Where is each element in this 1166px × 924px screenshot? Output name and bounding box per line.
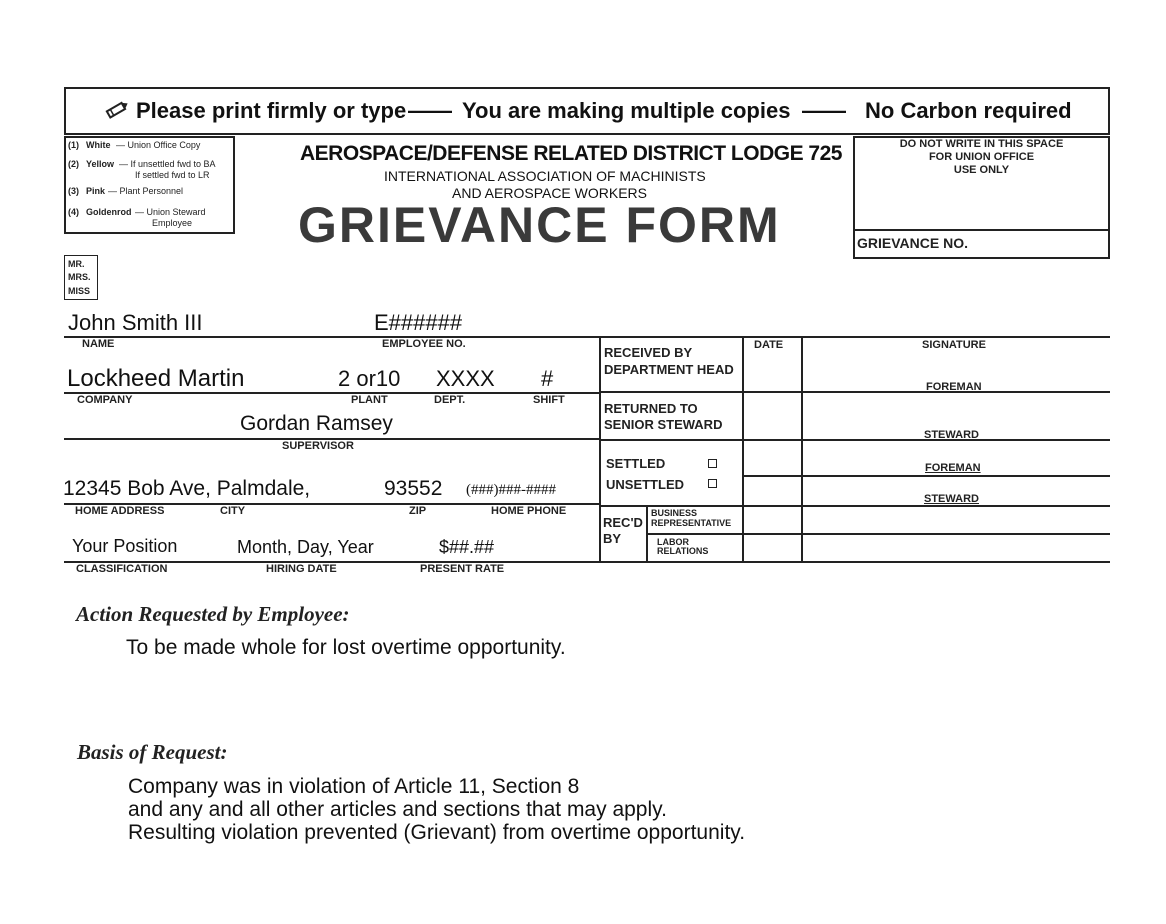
home-phone-value[interactable]: (###)###-####	[466, 482, 556, 498]
grievance-no-label: GRIEVANCE NO.	[857, 235, 968, 251]
labor-label: LABOR	[657, 537, 689, 547]
plant-value[interactable]: 2 or10	[338, 366, 401, 391]
received-by-label: RECEIVED BY	[604, 345, 693, 360]
foreman-sig-label-1: FOREMAN	[926, 381, 982, 393]
zip-value[interactable]: 93552	[384, 477, 443, 500]
basis-line-3[interactable]: Resulting violation prevented (Grievant) from overtime opportunity.	[128, 821, 746, 844]
lodge-heading: AEROSPACE/DEFENSE RELATED DISTRICT LODGE 725	[300, 142, 842, 165]
copy-4-color: Goldenrod	[86, 207, 132, 217]
basis-line-2[interactable]: and any and all other articles and sections that may apply.	[128, 798, 667, 821]
basis-of-request-heading: Basis of Request:	[77, 740, 228, 764]
copy-1-desc: — Union Office Copy	[116, 140, 201, 150]
home-address-value[interactable]: 12345 Bob Ave, Palmdale,	[63, 477, 311, 500]
dept-label: DEPT.	[434, 394, 466, 406]
copy-1-color: White	[86, 140, 111, 150]
present-rate-label: PRESENT RATE	[420, 563, 505, 575]
salutation-mr: MR.	[68, 259, 85, 269]
copy-distribution-box	[64, 136, 235, 234]
business-label: BUSINESS	[651, 508, 698, 518]
steward-sig-label-2: STEWARD	[924, 493, 979, 505]
signature-column-header: SIGNATURE	[922, 339, 986, 351]
copy-1-num: (1)	[68, 140, 79, 150]
classification-value[interactable]: Your Position	[72, 536, 178, 556]
copy-4-num: (4)	[68, 207, 79, 217]
association-line-1: INTERNATIONAL ASSOCIATION OF MACHINISTS	[384, 168, 706, 184]
hiring-date-value[interactable]: Month, Day, Year	[237, 537, 374, 557]
association-line-2: AND AEROSPACE WORKERS	[452, 185, 648, 201]
copy-4-desc2: Employee	[152, 218, 193, 228]
pencil-icon	[104, 99, 130, 119]
copy-3-desc: — Plant Personnel	[108, 186, 184, 196]
employee-no-label: EMPLOYEE NO.	[382, 338, 466, 350]
action-requested-text[interactable]: To be made whole for lost overtime opportunity.	[126, 636, 566, 659]
supervisor-value[interactable]: Gordan Ramsey	[240, 412, 393, 435]
banner-copies-text: You are making multiple copies	[462, 98, 791, 123]
copy-2-num: (2)	[68, 159, 79, 169]
employee-no-value[interactable]: E######	[374, 310, 463, 335]
copy-2-desc2: If settled fwd to LR	[135, 170, 210, 180]
date-column-header: DATE	[754, 339, 784, 351]
foreman-sig-label-2: FOREMAN	[925, 462, 981, 474]
settled-text: SETTLED	[606, 456, 666, 471]
banner-dash-2: ——	[802, 98, 846, 123]
plant-label: PLANT	[351, 394, 388, 406]
classification-label: CLASSIFICATION	[76, 563, 168, 575]
home-address-label: HOME ADDRESS	[75, 505, 165, 517]
representative-label: REPRESENTATIVE	[651, 518, 732, 528]
office-notice-3: USE ONLY	[953, 164, 1010, 176]
dept-value[interactable]: XXXX	[436, 366, 495, 391]
copy-2-color: Yellow	[86, 159, 115, 169]
salutation-mrs: MRS.	[68, 272, 91, 282]
basis-line-1[interactable]: Company was in violation of Article 11, Section 8	[128, 775, 580, 798]
company-value[interactable]: Lockheed Martin	[67, 365, 245, 392]
zip-label: ZIP	[409, 505, 427, 517]
office-notice-1: DO NOT WRITE IN THIS SPACE	[899, 138, 1064, 150]
relations-label: RELATIONS	[657, 546, 709, 556]
recd-label: REC'D	[603, 515, 643, 530]
name-label: NAME	[82, 338, 115, 350]
returned-to-label: RETURNED TO	[604, 401, 698, 416]
banner-carbon-text: No Carbon required	[865, 98, 1072, 123]
copy-3-num: (3)	[68, 186, 79, 196]
steward-sig-label-1: STEWARD	[924, 429, 979, 441]
unsettled-checkbox[interactable]	[708, 479, 717, 488]
hiring-date-label: HIRING DATE	[266, 563, 337, 575]
office-notice-2: FOR UNION OFFICE	[928, 151, 1035, 163]
banner-print-text: Please print firmly or type	[136, 98, 407, 123]
city-label: CITY	[220, 505, 246, 517]
settled-label	[606, 456, 665, 471]
copy-4-desc: — Union Steward	[135, 207, 206, 217]
department-head-label: DEPARTMENT HEAD	[604, 362, 734, 377]
unsettled-text: UNSETTLED	[606, 477, 684, 492]
senior-steward-label: SENIOR STEWARD	[604, 417, 723, 432]
copy-2-desc: — If unsettled fwd to BA	[119, 159, 216, 169]
settled-checkbox[interactable]	[708, 459, 717, 468]
name-value[interactable]: John Smith III	[68, 310, 203, 335]
copy-3-color: Pink	[86, 186, 106, 196]
by-label: BY	[603, 531, 622, 546]
shift-value[interactable]: #	[541, 366, 554, 391]
home-phone-label: HOME PHONE	[491, 505, 567, 517]
present-rate-value[interactable]: $##.##	[439, 537, 495, 557]
form-title: GRIEVANCE FORM	[298, 197, 781, 253]
shift-label: SHIFT	[533, 394, 565, 406]
unsettled-label	[606, 477, 684, 492]
banner-dash-1: ——	[408, 98, 452, 123]
company-label: COMPANY	[77, 394, 133, 406]
supervisor-label: SUPERVISOR	[282, 440, 354, 452]
salutation-miss: MISS	[68, 286, 91, 296]
action-requested-heading: Action Requested by Employee:	[76, 602, 350, 626]
